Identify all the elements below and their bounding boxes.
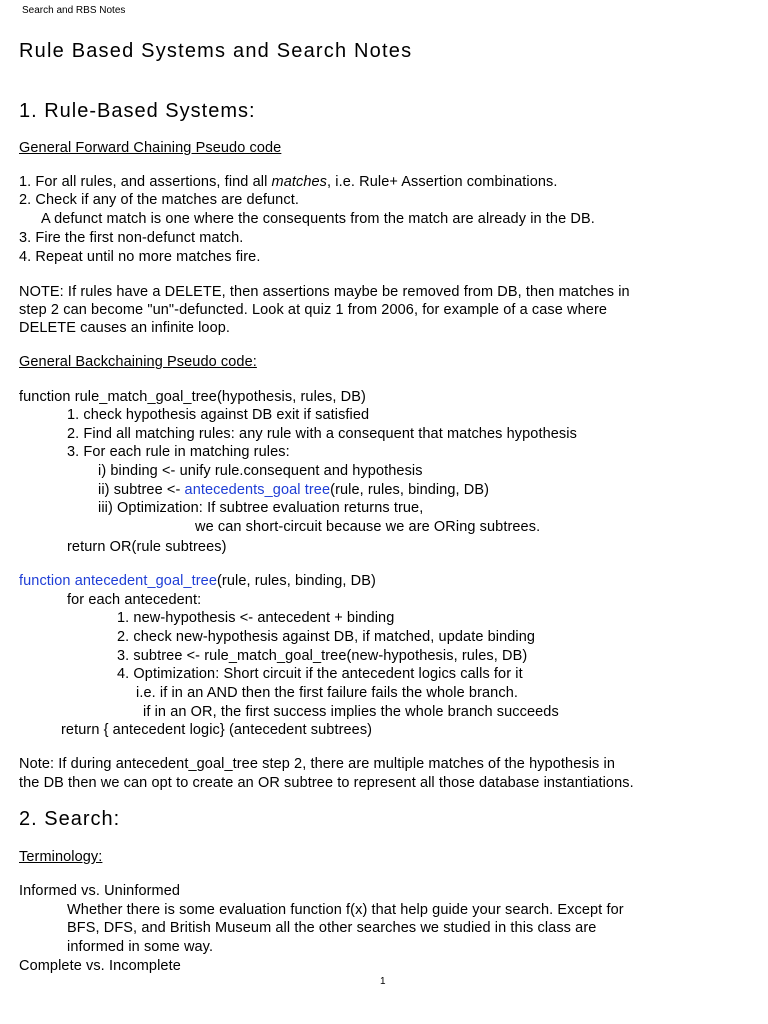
- forward-step-2-detail: A defunct match is one where the consequents from the match are already in the DB.: [41, 211, 595, 227]
- forward-step-4: 4. Repeat until no more matches fire.: [19, 249, 261, 265]
- forward-chaining-heading: General Forward Chaining Pseudo code: [19, 140, 282, 156]
- antecedent-for-each: for each antecedent:: [67, 592, 202, 608]
- rule-match-signature: function rule_match_goal_tree(hypothesis, rules, DB): [19, 389, 366, 405]
- forward-step-1: [19, 174, 558, 190]
- forward-step-1-post: , i.e. Rule+ Assertion combinations.: [327, 174, 558, 190]
- term-informed-desc-1: Whether there is some evaluation function f(x) that help guide your search. Except for: [67, 902, 624, 918]
- term-informed-desc-3: informed in some way.: [67, 939, 214, 955]
- backchain-step-3-ii: [98, 482, 489, 498]
- backchain-return: return OR(rule subtrees): [67, 539, 227, 555]
- antecedent-step-2: 2. check new-hypothesis against DB, if matched, update binding: [117, 629, 536, 645]
- backchaining-heading: General Backchaining Pseudo code:: [19, 354, 257, 370]
- forward-step-1-emphasis: matches: [271, 174, 328, 190]
- antecedent-step-4: 4. Optimization: Short circuit if the antecedent logics calls for it: [117, 666, 523, 682]
- note-line-2: step 2 can become "un"-defuncted. Look at quiz 1 from 2006, for example of a case where: [19, 302, 608, 318]
- antecedent-step-4-or: if in an OR, the first success implies the whole branch succeeds: [143, 704, 559, 720]
- backchain-step-2: 2. Find all matching rules: any rule with a consequent that matches hypothesis: [67, 426, 577, 442]
- backchain-step-3-i: i) binding <- unify rule.consequent and hypothesis: [98, 463, 423, 479]
- forward-step-3: 3. Fire the first non-defunct match.: [19, 230, 244, 246]
- antecedents-goal-tree-link: antecedents_goal tree: [184, 482, 331, 498]
- note2-line-1: Note: If during antecedent_goal_tree step 2, there are multiple matches of the hypothesis in: [19, 756, 616, 772]
- running-header: Search and RBS Notes: [22, 5, 126, 16]
- term-informed-title: Informed vs. Uninformed: [19, 883, 181, 899]
- term-informed-desc-2: BFS, DFS, and British Museum all the other searches we studied in this class are: [67, 920, 597, 936]
- antecedent-goal-tree-keyword: function antecedent_goal_tree: [19, 573, 217, 589]
- terminology-heading: Terminology:: [19, 849, 103, 865]
- note-line-1: NOTE: If rules have a DELETE, then assertions maybe be removed from DB, then matches in: [19, 284, 630, 300]
- backchain-step-3-iii-cont: we can short-circuit because we are ORing subtrees.: [195, 519, 541, 535]
- antecedent-step-4-and: i.e. if in an AND then the first failure fails the whole branch.: [136, 685, 518, 701]
- forward-step-2: 2. Check if any of the matches are defunct.: [19, 192, 299, 208]
- backchain-step-3-ii-post: (rule, rules, binding, DB): [330, 482, 490, 498]
- forward-step-1-pre: 1. For all rules, and assertions, find all: [19, 174, 272, 190]
- document-title: Rule Based Systems and Search Notes: [19, 40, 413, 62]
- backchain-step-3-ii-pre: ii) subtree <-: [98, 482, 185, 498]
- antecedent-step-1: 1. new-hypothesis <- antecedent + binding: [117, 610, 395, 626]
- antecedent-step-3: 3. subtree <- rule_match_goal_tree(new-hypothesis, rules, DB): [117, 648, 528, 664]
- note2-line-2: the DB then we can opt to create an OR subtree to represent all those database instantiations.: [19, 775, 634, 791]
- antecedent-signature: [19, 573, 376, 589]
- backchain-step-3: 3. For each rule in matching rules:: [67, 444, 290, 460]
- note-line-3: DELETE causes an infinite loop.: [19, 320, 231, 336]
- antecedent-signature-args: (rule, rules, binding, DB): [217, 573, 376, 589]
- backchain-step-1: 1. check hypothesis against DB exit if satisfied: [67, 407, 370, 423]
- backchain-step-3-iii: iii) Optimization: If subtree evaluation returns true,: [98, 500, 424, 516]
- antecedent-return: return { antecedent logic} (antecedent subtrees): [61, 722, 373, 738]
- term-complete-title: Complete vs. Incomplete: [19, 958, 181, 974]
- section-1-heading: 1. Rule-Based Systems:: [19, 100, 256, 122]
- section-2-heading: 2. Search:: [19, 808, 121, 830]
- page-number: 1: [380, 976, 386, 987]
